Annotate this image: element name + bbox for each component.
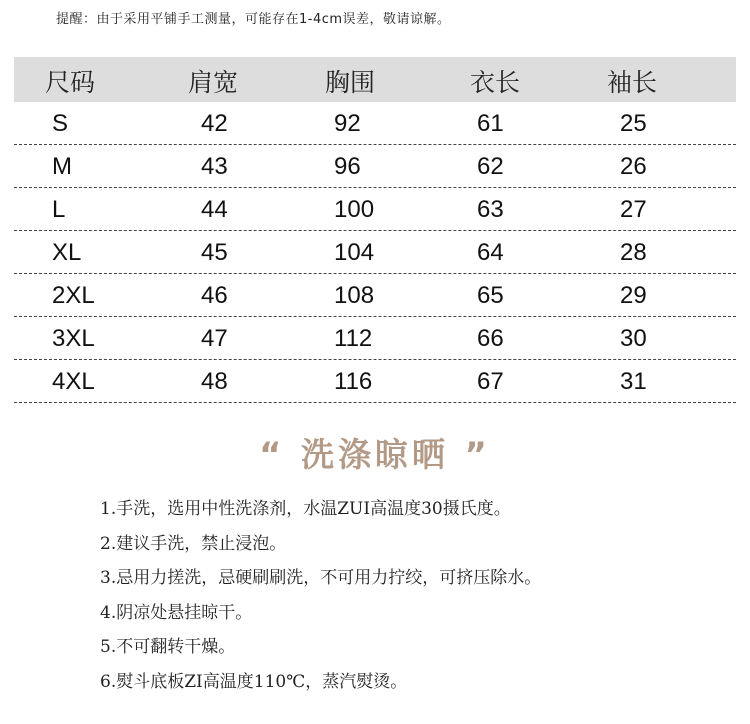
sleeve-cell: 28	[620, 239, 647, 266]
header-chest: 胸围	[325, 68, 376, 97]
chest-cell: 92	[334, 110, 361, 137]
list-item: 3.忌用力搓洗，忌硬刷刷洗，不可用力拧绞，可挤压除水。	[100, 568, 542, 588]
header-shoulder: 肩宽	[188, 68, 239, 97]
chest-cell: 96	[334, 153, 361, 180]
size-cell: 2XL	[52, 282, 95, 309]
measurement-notice: 提醒：由于采用平铺手工测量，可能存在1-4cm误差，敬请谅解。	[56, 12, 451, 27]
sleeve-cell: 27	[620, 196, 647, 223]
shoulder-cell: 48	[201, 368, 228, 395]
size-cell: XL	[52, 239, 82, 266]
chest-cell: 100	[334, 196, 375, 223]
header-sleeve: 袖长	[607, 68, 658, 97]
size-cell: S	[52, 110, 69, 137]
table-row	[14, 360, 736, 403]
header-size: 尺码	[45, 68, 96, 97]
sleeve-cell: 26	[620, 153, 647, 180]
list-item: 6.熨斗底板ZI高温度110℃，蒸汽熨烫。	[100, 671, 408, 692]
length-cell: 65	[477, 282, 504, 309]
sleeve-cell: 30	[620, 325, 647, 352]
size-cell: L	[52, 196, 66, 223]
list-item: 1.手洗，选用中性洗涤剂，水温ZUI高温度30摄氏度。	[100, 499, 511, 519]
care-instructions-list	[100, 496, 541, 703]
length-cell: 62	[477, 153, 504, 180]
list-item: 4.阴凉处悬挂晾干。	[100, 602, 253, 623]
table-row	[14, 102, 736, 145]
table-row	[14, 231, 736, 274]
length-cell: 67	[477, 368, 504, 395]
size-table	[14, 57, 736, 403]
close-quote: ”	[464, 435, 491, 475]
open-quote: “	[259, 435, 286, 475]
shoulder-cell: 46	[201, 282, 228, 309]
table-row	[14, 188, 736, 231]
length-cell: 61	[477, 110, 504, 137]
sleeve-cell: 29	[620, 282, 647, 309]
list-item: 5.不可翻转干燥。	[100, 637, 236, 657]
shoulder-cell: 44	[201, 196, 228, 223]
size-cell: 4XL	[52, 368, 95, 395]
sleeve-cell: 25	[620, 110, 647, 137]
sleeve-cell: 31	[620, 368, 647, 395]
length-cell: 64	[477, 239, 504, 266]
list-item: 2.建议手洗，禁止浸泡。	[100, 533, 287, 554]
care-section-title	[0, 429, 750, 476]
shoulder-cell: 47	[201, 325, 228, 352]
table-row	[14, 317, 736, 360]
shoulder-cell: 43	[201, 153, 228, 180]
chest-cell: 112	[334, 325, 373, 352]
size-table-header	[14, 57, 736, 102]
chest-cell: 104	[334, 239, 375, 266]
chest-cell: 108	[334, 282, 375, 309]
size-cell: 3XL	[52, 325, 95, 352]
table-row	[14, 274, 736, 317]
chest-cell: 116	[334, 368, 373, 395]
length-cell: 63	[477, 196, 504, 223]
table-row	[14, 145, 736, 188]
shoulder-cell: 42	[201, 110, 228, 137]
length-cell: 66	[477, 325, 504, 352]
header-length: 衣长	[470, 68, 521, 97]
size-cell: M	[52, 153, 72, 180]
care-title-text: 洗涤晾晒	[301, 435, 449, 474]
shoulder-cell: 45	[201, 239, 228, 266]
